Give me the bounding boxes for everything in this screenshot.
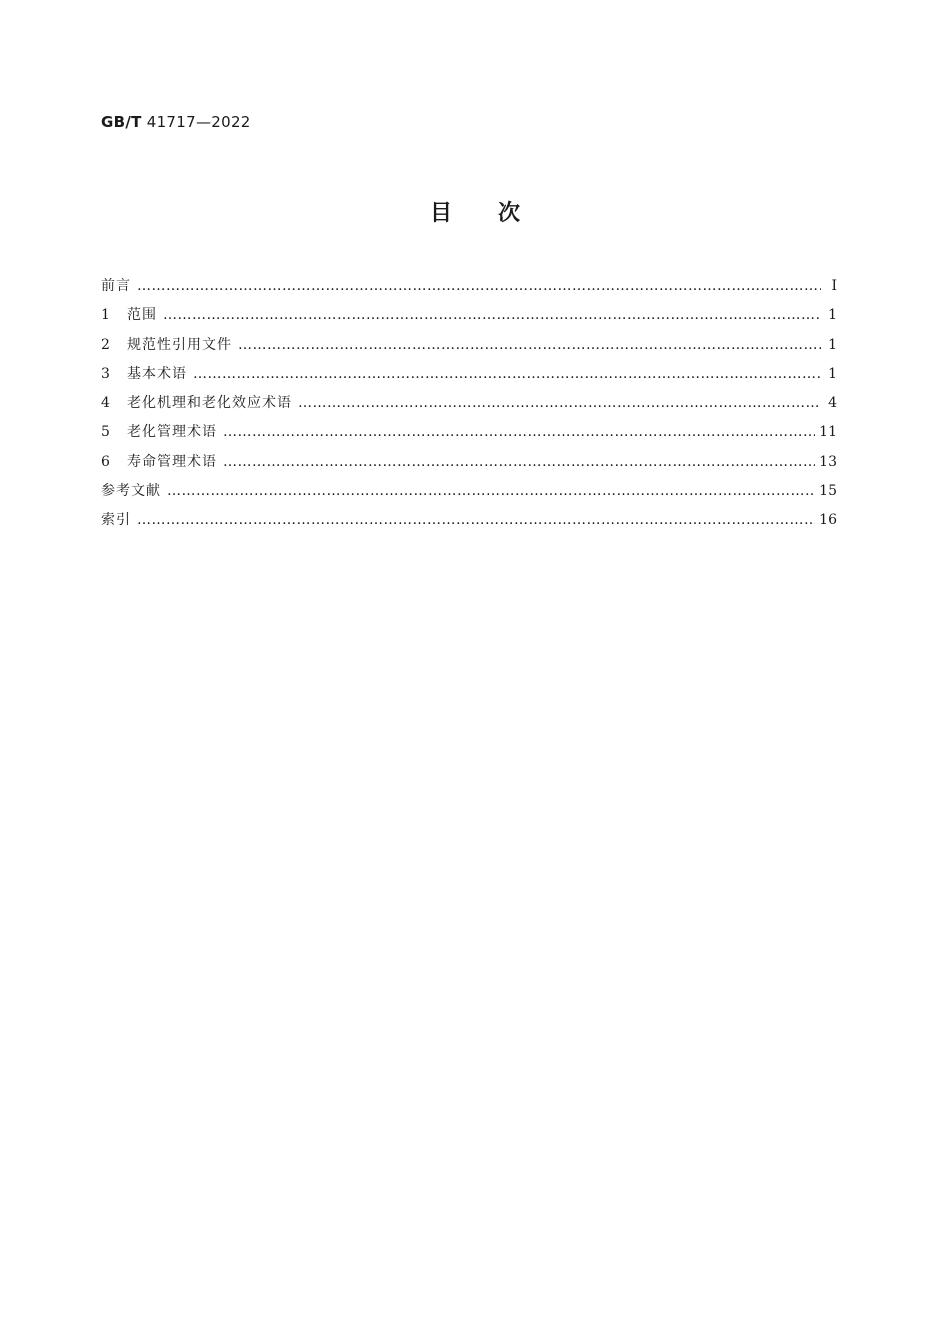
toc-entry-aging-mechanism-terms[interactable] (101, 392, 837, 421)
toc-leader-dots (163, 307, 821, 323)
toc-entry-label: 老化管理术语 (127, 424, 217, 441)
toc-entry-foreword[interactable] (101, 275, 837, 304)
toc-entry-label: 前言 (101, 278, 131, 294)
toc-entry-page: 4 (828, 395, 837, 412)
toc-entry-page: 15 (819, 483, 837, 500)
toc-entry-label: 老化机理和老化效应术语 (127, 395, 292, 412)
toc-entry-basic-terms[interactable] (101, 363, 837, 392)
toc-entry-number: 2 (101, 336, 110, 353)
toc-entry-page: Ⅰ (831, 278, 837, 294)
table-of-contents (101, 275, 837, 539)
toc-leader-dots (223, 424, 815, 440)
toc-leader-dots (193, 366, 821, 382)
toc-entry-bibliography[interactable] (101, 480, 837, 509)
toc-leader-dots (223, 454, 815, 470)
toc-entry-page: 16 (819, 512, 837, 529)
toc-entry-life-management-terms[interactable] (101, 451, 837, 480)
toc-entry-label: 寿命管理术语 (127, 453, 217, 470)
toc-entry-page: 1 (828, 365, 837, 382)
toc-leader-dots (298, 395, 821, 411)
toc-entry-aging-management-terms[interactable] (101, 421, 837, 450)
toc-entry-number: 5 (101, 424, 110, 441)
toc-leader-dots (137, 278, 821, 294)
toc-entry-label: 规范性引用文件 (127, 336, 232, 353)
toc-entry-label: 索引 (101, 512, 131, 529)
toc-entry-number: 1 (101, 307, 110, 324)
toc-entry-page: 1 (828, 336, 837, 353)
toc-entry-label: 范围 (127, 307, 157, 324)
toc-entry-number: 6 (101, 453, 110, 470)
toc-entry-label: 基本术语 (127, 365, 187, 382)
toc-entry-number: 3 (101, 365, 110, 382)
standard-code (101, 113, 251, 131)
toc-entry-page: 13 (819, 453, 837, 470)
toc-entry-label: 参考文献 (101, 483, 161, 500)
toc-entry-page: 1 (828, 307, 837, 324)
standard-prefix: GB/T (101, 113, 142, 131)
page-title: 目次 (429, 201, 566, 226)
toc-entry-normative-references[interactable] (101, 334, 837, 363)
toc-entry-index[interactable] (101, 509, 837, 538)
standard-number: 41717—2022 (146, 113, 251, 131)
toc-entry-page: 11 (819, 424, 837, 441)
toc-leader-dots (238, 337, 821, 353)
toc-leader-dots (137, 512, 815, 528)
toc-leader-dots (167, 483, 815, 499)
toc-entry-scope[interactable] (101, 304, 837, 333)
toc-entry-number: 4 (101, 395, 110, 412)
